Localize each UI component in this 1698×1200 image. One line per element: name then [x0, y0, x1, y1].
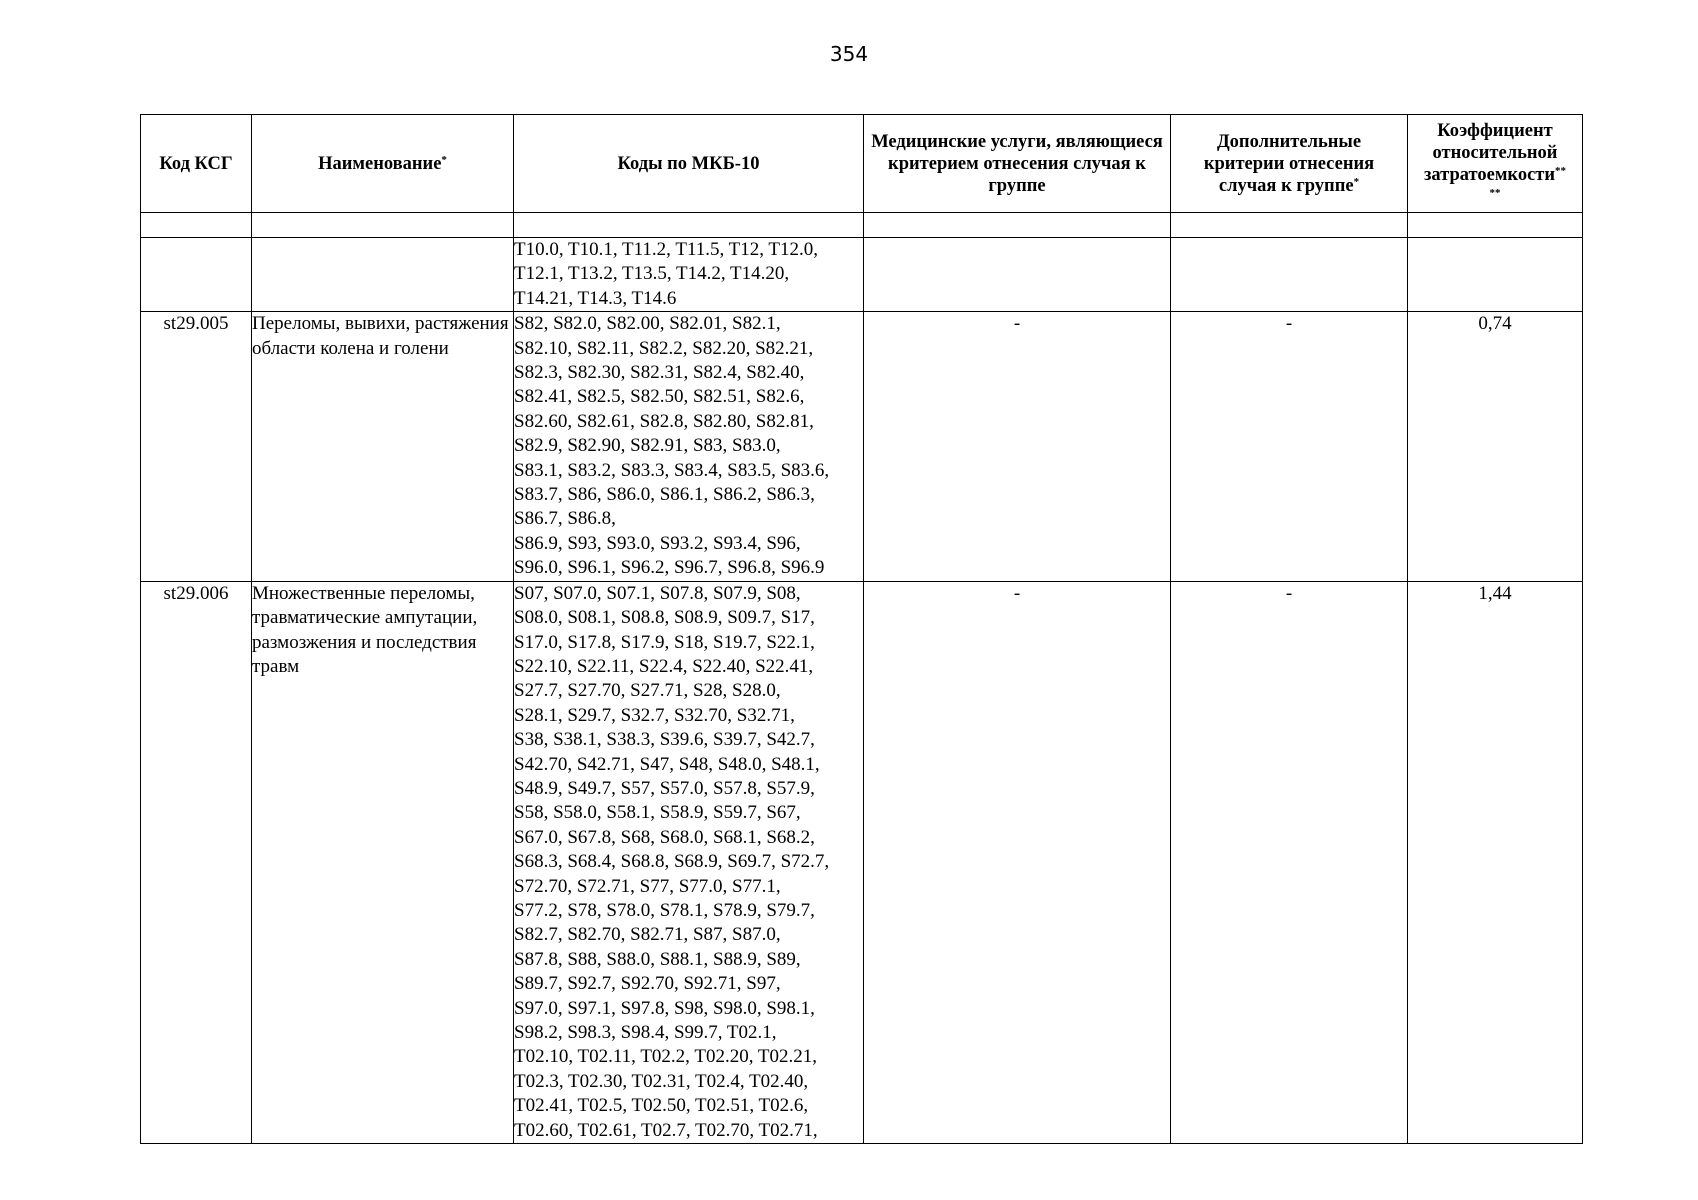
cost-coefficient [1408, 238, 1583, 312]
header-services: Медицинские услуги, являющиеся критерием отнесения случая к группе [864, 115, 1171, 213]
spacer-cell [252, 213, 514, 238]
extra-criteria [1171, 238, 1408, 312]
ksg-code: st29.005 [141, 312, 252, 581]
medical-services: - [864, 312, 1171, 581]
medical-services [864, 238, 1171, 312]
ksg-name [252, 238, 514, 312]
ksg-code [141, 238, 252, 312]
header-code: Код КСГ [141, 115, 252, 213]
table-row [141, 581, 1583, 1143]
cost-coefficient: 1,44 [1408, 581, 1583, 1143]
cost-coefficient: 0,74 [1408, 312, 1583, 581]
spacer-cell [1408, 213, 1583, 238]
page-number: 354 [829, 42, 869, 66]
mkb-codes: T10.0, T10.1, T11.2, T11.5, T12, T12.0, T12.1, T13.2, T13.5, T14.2, T14.20, T14.21, T14.3, T14.6 [514, 238, 864, 312]
footnote-mark: ** [1555, 164, 1567, 177]
extra-criteria: - [1171, 581, 1408, 1143]
table-row [141, 238, 1583, 312]
footnote-mark: ** [1489, 186, 1501, 199]
ksg-name: Переломы, вывихи, растяжения области колена и голени [252, 312, 514, 581]
mkb-codes: S07, S07.0, S07.1, S07.8, S07.9, S08, S08.0, S08.1, S08.8, S08.9, S09.7, S17, S17.0, S17.8, S17.9, S18, S19.7, S22.1, S22.10, S22.11, S22.4, S22.40, S22.41, S27.7, S27.70, S27.71, S28, S28.0, S28.1, S29.7, S32.7, S32.70, S32.71, S38, S38.1, S38.3, S39.6, S39.7, S42.7, S42.70, S42.71, S47, S48, S48.0, S48.1, S48.9, S49.7, S57, S57.0, S57.8, S57.9, S58, S58.0, S58.1, S58.9, S59.7, S67, S67.0, S67.8, S68, S68.0, S68.1, S68.2, S68.3, S68.4, S68.8, S68.9, S69.7, S72.7, S72.70, S72.71, S77, S77.0, S77.1, S77.2, S78, S78.0, S78.1, S78.9, S79.7, S82.7, S82.70, S82.71, S87, S87.0, S87.8, S88, S88.0, S88.1, S88.9, S89, S89.7, S92.7, S92.70, S92.71, S97, S97.0, S97.1, S97.8, S98, S98.0, S98.1, S98.2, S98.3, S98.4, S99.7, T02.1, T02.10, T02.11, T02.2, T02.20, T02.21, T02.3, T02.30, T02.31, T02.4, T02.40, T02.41, T02.5, T02.50, T02.51, T02.6, T02.60, T02.61, T02.7, T02.70, T02.71, [514, 581, 864, 1143]
spacer-cell [141, 213, 252, 238]
footnote-mark: * [1353, 175, 1360, 188]
header-coef: Коэффициент относительной затратоемкости** ** [1408, 115, 1583, 213]
table-header-row [141, 115, 1583, 213]
footnote-mark: * [441, 153, 447, 166]
table-row [141, 312, 1583, 581]
ksg-table [140, 114, 1583, 1144]
header-mkb: Коды по МКБ-10 [514, 115, 864, 213]
spacer-cell [514, 213, 864, 238]
ksg-code: st29.006 [141, 581, 252, 1143]
extra-criteria: - [1171, 312, 1408, 581]
spacer-cell [1171, 213, 1408, 238]
ksg-name: Множественные переломы, травматические ампутации, размозжения и последствия травм [252, 581, 514, 1143]
spacer-cell [864, 213, 1171, 238]
medical-services: - [864, 581, 1171, 1143]
mkb-codes: S82, S82.0, S82.00, S82.01, S82.1, S82.10, S82.11, S82.2, S82.20, S82.21, S82.3, S82.30, S82.31, S82.4, S82.40, S82.41, S82.5, S82.50, S82.51, S82.6, S82.60, S82.61, S82.8, S82.80, S82.81, S82.9, S82.90, S82.91, S83, S83.0, S83.1, S83.2, S83.3, S83.4, S83.5, S83.6, S83.7, S86, S86.0, S86.1, S86.2, S86.3, S86.7, S86.8, S86.9, S93, S93.0, S93.2, S93.4, S96, S96.0, S96.1, S96.2, S96.7, S96.8, S96.9 [514, 312, 864, 581]
header-name: Наименование* [252, 115, 514, 213]
header-extra: Дополнительные критерии отнесения случая к группе* [1171, 115, 1408, 213]
spacer-row [141, 213, 1583, 238]
